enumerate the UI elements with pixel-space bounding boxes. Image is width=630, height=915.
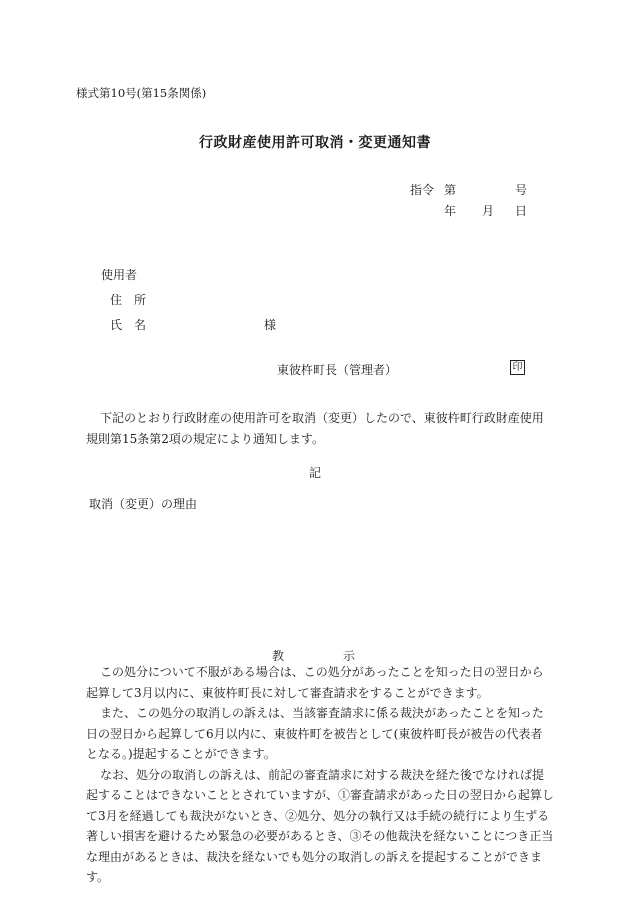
user-label: 使用者 — [101, 268, 138, 282]
notice-heading-kyo: 教 — [272, 649, 285, 663]
notice-paragraph: この処分について不服がある場合は、この処分があったことを知った日の翌日から起算して3月以内に、東彼杵町長に対して審査請求をすることができます。 — [86, 665, 544, 700]
day-label: 日 — [515, 204, 528, 218]
name-label: 氏 名 — [110, 318, 147, 332]
month-label: 月 — [482, 204, 495, 218]
issuer-title: 東彼杵町長（管理者） — [277, 363, 398, 377]
go-label: 号 — [515, 183, 528, 197]
notice-paragraph: また、この処分の取消しの訴えは、当該審査請求に係る裁決があったことを知った日の翌日から起算して6月以内に、東彼杵町を被告として(東彼杵町長が被告の代表者となる。)提起することができます。 — [86, 706, 544, 761]
shirei-label: 指令 — [410, 183, 435, 197]
year-label: 年 — [444, 204, 457, 218]
notice-section — [86, 662, 554, 888]
seal-mark: 印 — [510, 360, 525, 375]
body-paragraph: 下記のとおり行政財産の使用許可を取消（変更）したので、東彼杵町行政財産使用規則第15条第2項の規定により通知します。 — [86, 411, 544, 446]
notice-paragraph: なお、処分の取消しの訴えは、前記の審査請求に対する裁決を経た後でなければ提起することはできないこととされていますが、①審査請求があった日の翌日から起算して3月を経過しても裁決がないとき、②処分、処分の執行又は手続の続行により生ずる著しい損害を避けるため緊急の必要があるとき、③その他裁決を経ないことにつき正当な理由があるときは、裁決を経ないでも処分の取消しの訴えを提起することができます。 — [86, 767, 554, 884]
dai-label: 第 — [444, 183, 457, 197]
document-title: 行政財産使用許可取消・変更通知書 — [199, 135, 431, 151]
notice-heading-ji: 示 — [343, 649, 356, 663]
ki-heading: 記 — [308, 466, 321, 480]
form-number: 様式第10号(第15条関係) — [76, 86, 207, 100]
address-label: 住 所 — [110, 293, 147, 307]
reason-label: 取消（変更）の理由 — [89, 497, 198, 511]
honorific-sama: 様 — [264, 318, 277, 332]
